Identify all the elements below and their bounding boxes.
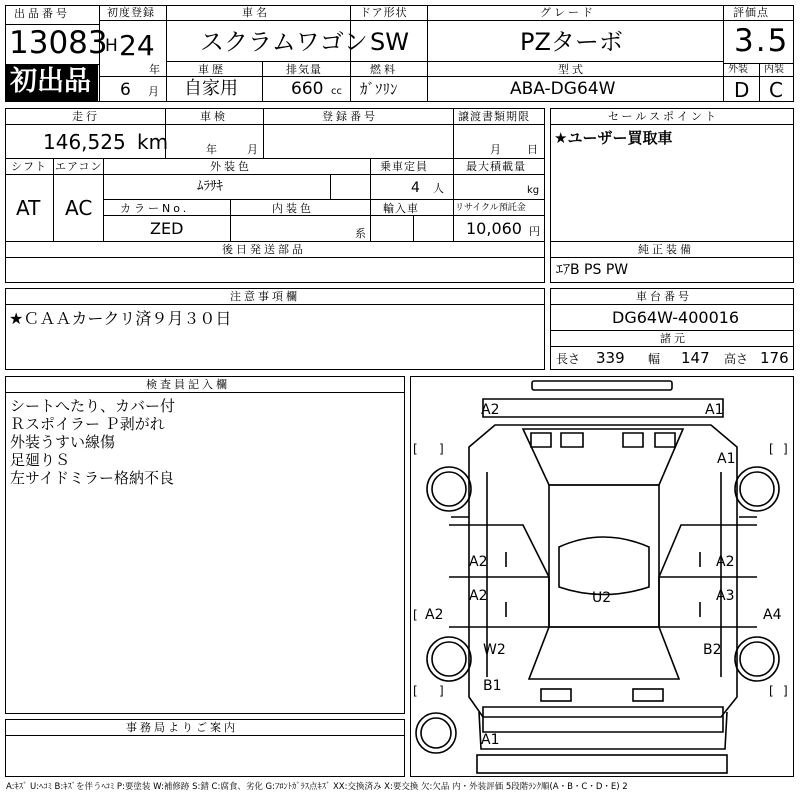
capacity-label: 乗車定員 [380,160,428,173]
dims-label: 諸元 [660,332,688,345]
svg-text:[: [ [413,442,418,456]
ac-label: エアコン [55,160,103,173]
transfer-day-unit: 日 [527,143,538,156]
inspector-line: シートへたり、カバー付 [10,397,176,415]
width-label: 幅 [648,352,661,366]
notes-label: 注意事項欄 [230,290,300,303]
grade-label: グレード [540,6,596,19]
specs-section [5,108,545,242]
load-unit: kg [527,185,540,196]
genuine-text: ｴｱB PS PW [556,262,629,278]
height-label: 高さ [724,352,749,366]
exterior-grade: D [734,78,750,102]
recycle-unit: 円 [529,225,540,238]
mark-front-left: A2 [481,402,500,418]
first-reg-year: 24 [119,29,155,62]
reg-no-label: 登録番号 [322,110,378,123]
model-label: 型式 [558,63,586,76]
displacement-label: 排気量 [286,63,322,76]
mark-rear-bottom: A1 [481,732,500,748]
capacity-unit: 人 [433,182,444,195]
lot-number: 13083 [9,25,108,61]
inspector-label: 検査員記入欄 [146,378,230,391]
svg-text:[: [ [413,608,418,622]
model-value: ABA-DG64W [510,79,616,99]
transfer-label: 譲渡書類期限 [458,110,530,123]
recycle-value: 10,060 [466,219,522,238]
mileage-label: 走行 [72,110,100,123]
shift-label: シフト [11,160,47,173]
mark-rear-right: B2 [703,642,722,658]
fuel-label: 燃料 [370,63,398,76]
mark-quarter-right: A4 [763,607,782,623]
svg-text:[: [ [413,684,418,698]
grade-value: PZターボ [520,28,623,56]
inspection-label: 車検 [200,110,228,123]
history-label: 車歴 [198,63,226,76]
mark-rear-door-right: A3 [716,588,735,604]
car-name: スクラムワゴン [200,28,368,56]
color-no-value: ZED [150,219,184,238]
lot-label: 出品番号 [14,7,70,20]
color-no-label: カラーNo. [120,202,190,215]
width-value: 147 [681,349,710,367]
mark-fender-right: A1 [717,451,736,467]
interior-label: 内装 [764,64,784,75]
fuel-value: ｶﾞｿﾘﾝ [360,80,398,98]
mark-rear-door-left: A2 [469,588,488,604]
ext-color-label: 外装色 [210,160,252,173]
inspector-line: 外装うすい線傷 [10,433,116,451]
score-value: 3.5 [734,23,790,59]
year-unit: 年 [149,63,160,76]
svg-text:[: [ [769,442,774,456]
sales-point-text: ★ユーザー買取車 [554,129,673,147]
damage-diagram [410,376,794,777]
length-value: 339 [596,349,625,367]
office-label: 事務局よりご案内 [126,721,238,734]
mark-quarter-left: A2 [425,607,444,623]
mileage-unit: km [137,130,169,154]
later-parts-label: 後日発送部品 [222,243,306,256]
int-color-unit: 系 [355,227,366,240]
transfer-month-unit: 月 [490,143,501,156]
ac-value: AC [65,196,93,220]
recycle-label: リサイクル預託金 [455,203,526,213]
sales-point-label: セールスポイント [608,110,720,123]
displacement-unit: cc [331,86,342,97]
door-label: ドア形状 [360,6,408,19]
ext-color-value: ﾑﾗｻｷ [197,179,223,194]
history-value: 自家用 [184,78,238,99]
height-value: 176 [760,349,789,367]
door-value: SW [370,28,409,56]
month-unit: 月 [148,85,159,98]
genuine-label: 純正装備 [638,243,694,256]
first-reg-label: 初度登録 [107,6,155,19]
interior-grade: C [769,78,783,102]
svg-text:]: ] [783,442,788,456]
chassis-number: DG64W-400016 [612,308,740,327]
first-reg-month: 6 [120,80,131,100]
mark-roof: U2 [592,590,612,606]
shift-value: AT [16,196,41,220]
mark-front-door-right: A2 [716,554,735,570]
insp-year-unit: 年 [206,143,217,156]
svg-text:]: ] [439,442,444,456]
score-label: 評価点 [733,6,769,19]
notes-text: ★ＣＡＡカークリ済９月３０日 [9,309,232,328]
svg-text:[: [ [769,684,774,698]
car-name-label: 車名 [242,6,270,19]
length-label: 長さ [556,352,581,366]
chassis-label: 車台番号 [636,290,692,303]
mark-rear-left: W2 [483,642,506,658]
insp-month-unit: 月 [247,143,258,156]
inspector-line: 左サイドミラー格納不良 [10,469,174,487]
int-color-label: 内装色 [272,202,314,215]
legend: A:ｷｽﾞ U:ﾍｺﾐ B:ｷｽﾞを伴うﾍｺﾐ P:要塗装 W:補修跡 S:錆 C:腐食、劣化 G:ﾌﾛﾝﾄｶﾞﾗｽ点ｷｽﾞ XX:交換済み X:要交換 欠:欠品 内・外装評価 5段階ﾗﾝｸ順(A・B・C・D・E) 2 [6,782,628,792]
svg-text:]: ] [783,684,788,698]
capacity-value: 4 [411,180,420,196]
car-diagram-svg [411,377,792,775]
displacement-value: 660 [291,79,324,99]
exterior-label: 外装 [728,64,748,75]
mark-front-door-left: A2 [469,554,488,570]
inspector-notes [10,397,175,487]
era: H [105,36,118,56]
svg-text:]: ] [439,684,444,698]
first-listing-text: 初出品 [10,66,91,97]
mark-rear-bumper-left: B1 [483,678,502,694]
mileage-value: 146,525 [43,130,126,154]
import-label: 輸入車 [383,202,419,215]
inspector-line: Ｒスポイラー Ｐ剥がれ [10,415,165,433]
mark-front-right: A1 [705,402,724,418]
load-label: 最大積載量 [466,160,526,173]
inspector-line: 足廻りＳ [10,451,71,469]
